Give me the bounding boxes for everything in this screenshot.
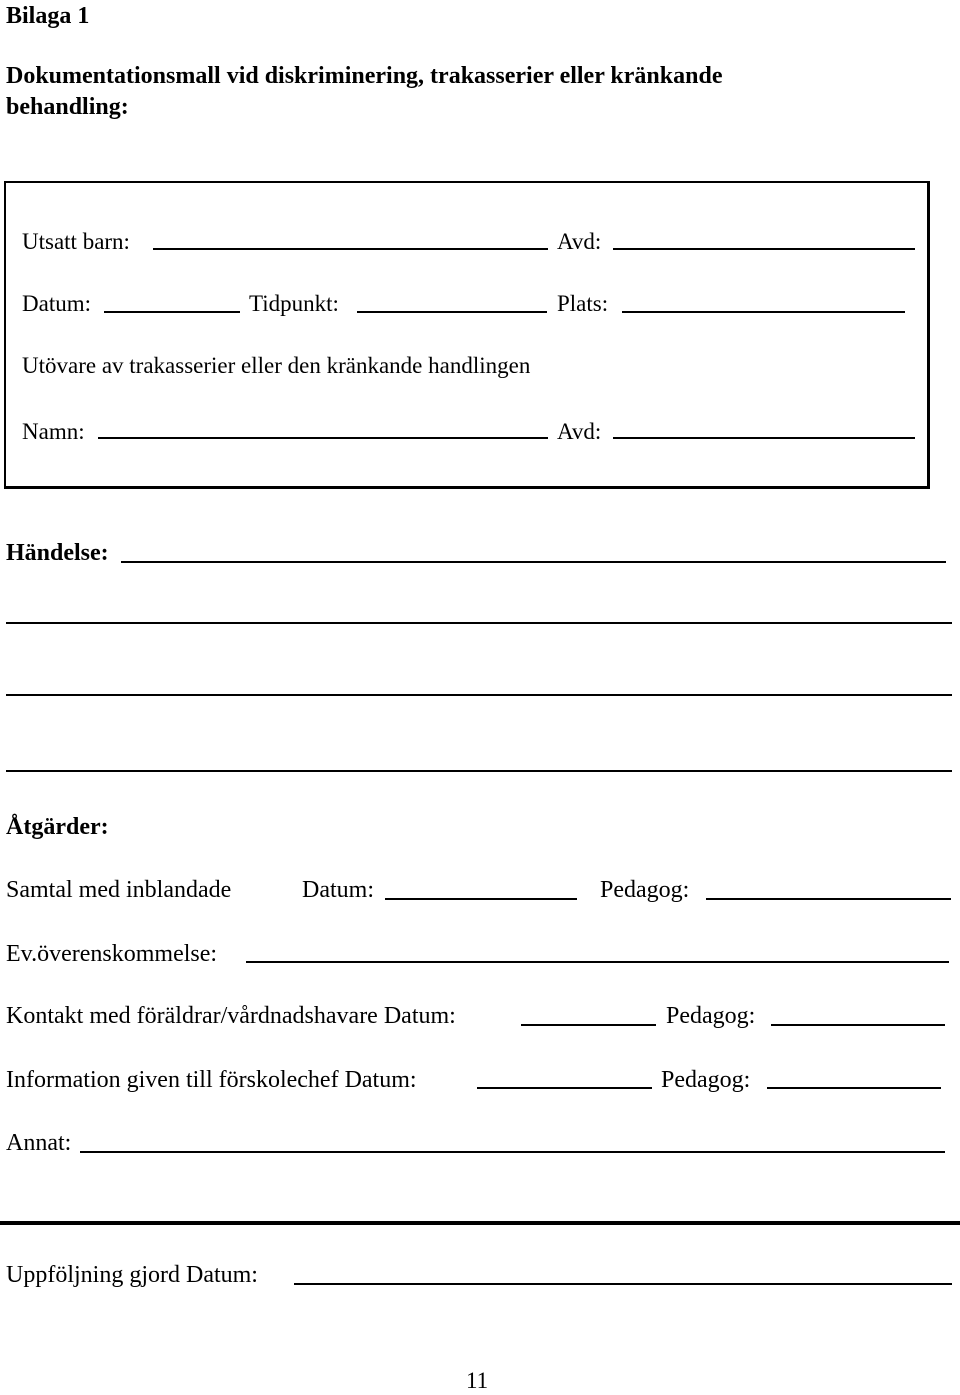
perpetrator-name-label: Namn: <box>22 419 85 444</box>
other-label: Annat: <box>6 1130 72 1156</box>
contact-label: Kontakt med föräldrar/vårdnadshavare Datum: <box>6 1003 456 1029</box>
victim-dept-label: Avd: <box>557 229 602 254</box>
agreement-field[interactable] <box>246 961 949 963</box>
date-label: Datum: <box>22 291 91 316</box>
appendix-label: Bilaga 1 <box>6 3 90 29</box>
place-field[interactable] <box>622 311 905 313</box>
perpetrator-heading: Utövare av trakasserier eller den kränkande handlingen <box>22 353 531 378</box>
time-label: Tidpunkt: <box>249 291 339 316</box>
talk-teacher-field[interactable] <box>706 898 951 900</box>
perpetrator-dept-field[interactable] <box>613 437 915 439</box>
info-teacher-label: Pedagog: <box>661 1067 751 1093</box>
other-field[interactable] <box>80 1151 945 1153</box>
actions-heading: Åtgärder: <box>6 814 109 840</box>
contact-teacher-field[interactable] <box>771 1024 945 1026</box>
agreement-label: Ev.överenskommelse: <box>6 941 218 967</box>
talk-teacher-label: Pedagog: <box>600 877 690 903</box>
document-title-line-2: behandling: <box>6 94 129 120</box>
info-date-field[interactable] <box>477 1087 652 1089</box>
date-field[interactable] <box>104 311 240 313</box>
page-number: 11 <box>466 1368 489 1393</box>
followup-label: Uppföljning gjord Datum: <box>6 1262 258 1288</box>
perpetrator-name-field[interactable] <box>98 437 548 439</box>
time-field[interactable] <box>357 311 547 313</box>
document-title-line-1: Dokumentationsmall vid diskriminering, trakasserier eller kränkande <box>6 63 723 89</box>
info-teacher-field[interactable] <box>767 1087 941 1089</box>
place-label: Plats: <box>557 291 609 316</box>
event-field-line-3[interactable] <box>6 694 952 696</box>
contact-date-field[interactable] <box>521 1024 656 1026</box>
info-label: Information given till förskolechef Datum: <box>6 1067 417 1093</box>
perpetrator-dept-label: Avd: <box>557 419 602 444</box>
talk-label: Samtal med inblandade <box>6 877 232 903</box>
victim-dept-field[interactable] <box>613 248 915 250</box>
event-field-line-1[interactable] <box>121 561 946 563</box>
section-divider <box>0 1221 960 1225</box>
victim-field[interactable] <box>153 248 548 250</box>
victim-label: Utsatt barn: <box>22 229 130 254</box>
event-label: Händelse: <box>6 540 109 566</box>
talk-date-label: Datum: <box>302 877 374 903</box>
incident-parties-box <box>4 181 930 489</box>
event-field-line-2[interactable] <box>6 622 952 624</box>
followup-date-field[interactable] <box>294 1283 952 1285</box>
contact-teacher-label: Pedagog: <box>666 1003 756 1029</box>
event-field-line-4[interactable] <box>6 770 952 772</box>
talk-date-field[interactable] <box>385 898 577 900</box>
